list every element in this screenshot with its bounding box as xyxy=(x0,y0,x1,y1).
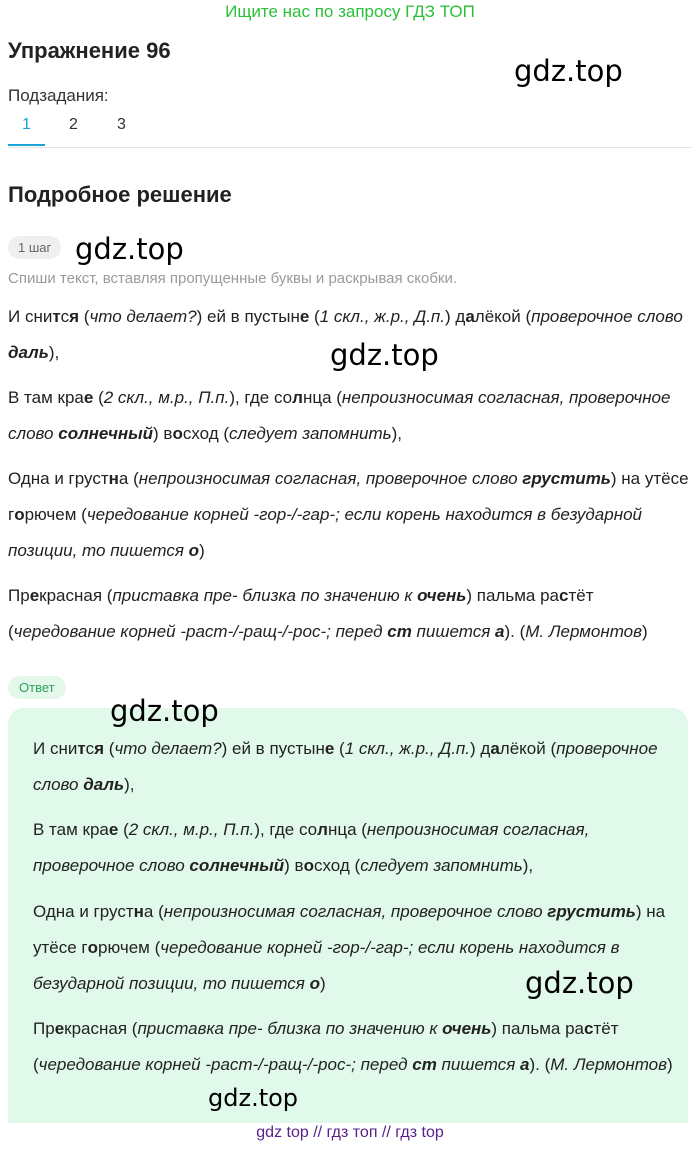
promo-banner[interactable]: Ищите нас по запросу ГДЗ ТОП xyxy=(225,2,475,21)
footer-links[interactable]: gdz top // гдз топ // гдз top xyxy=(256,1124,444,1141)
answer-paragraph-1: И снится (что делает?) ей в пустыне (1 скл., ж.р., Д.п.) далёкой (проверочное слово даль), xyxy=(33,739,658,794)
solution-paragraph-2: В там крае (2 скл., м.р., П.п.), где солнца (непроизносимая согласная, проверочное слово солнечный) восход (следует запомнить), xyxy=(8,388,671,443)
active-tab-indicator xyxy=(8,144,45,146)
step-badge: 1 шаг xyxy=(8,236,61,259)
solution-paragraph-3: Одна и грустна (непроизносимая согласная, проверочное слово грустить) на утёсе горючем (чередование корней -гор-/-гар-; если корень находится в безударной позиции, то пишется о) xyxy=(8,469,689,560)
watermark: gdz.top xyxy=(110,694,219,728)
answer-paragraph-3: Одна и грустна (непроизносимая согласная, проверочное слово грустить) на утёсе горючем (чередование корней -гор-/-гар-; если корень находится в безударной позиции, то пишется о) xyxy=(33,902,666,993)
solution-paragraph-4: Прекрасная (приставка пре- близка по значению к очень) пальма растёт (чередование корней -раст-/-ращ-/-рос-; перед ст пишется а). (М. Лермонтов) xyxy=(8,586,648,641)
watermark: gdz.top xyxy=(525,966,634,1000)
tab-subtask-3[interactable]: 3 xyxy=(117,116,126,133)
subtasks-label: Подзадания: xyxy=(8,86,109,105)
section-title: Подробное решение xyxy=(8,182,232,207)
task-hint: Спиши текст, вставляя пропущенные буквы и раскрывая скобки. xyxy=(8,270,458,287)
answer-paragraph-2: В там крае (2 скл., м.р., П.п.), где солнца (непроизносимая согласная, проверочное слово солнечный) восход (следует запомнить), xyxy=(33,820,590,875)
solution-paragraph-1: И снится (что делает?) ей в пустыне (1 скл., ж.р., Д.п.) далёкой (проверочное слово даль), xyxy=(8,307,683,362)
answer-badge: Ответ xyxy=(8,676,66,699)
divider xyxy=(8,147,692,148)
watermark: gdz.top xyxy=(208,1084,299,1112)
watermark: gdz.top xyxy=(75,232,184,266)
tab-subtask-2[interactable]: 2 xyxy=(69,116,78,133)
answer-paragraph-4: Прекрасная (приставка пре- близка по значению к очень) пальма растёт (чередование корней -раст-/-ращ-/-рос-; перед ст пишется а). (М. Лермонтов) xyxy=(33,1019,673,1074)
tab-subtask-1[interactable]: 1 xyxy=(22,116,31,133)
watermark: gdz.top xyxy=(330,338,439,372)
watermark: gdz.top xyxy=(514,54,623,88)
page-title: Упражнение 96 xyxy=(8,38,171,63)
